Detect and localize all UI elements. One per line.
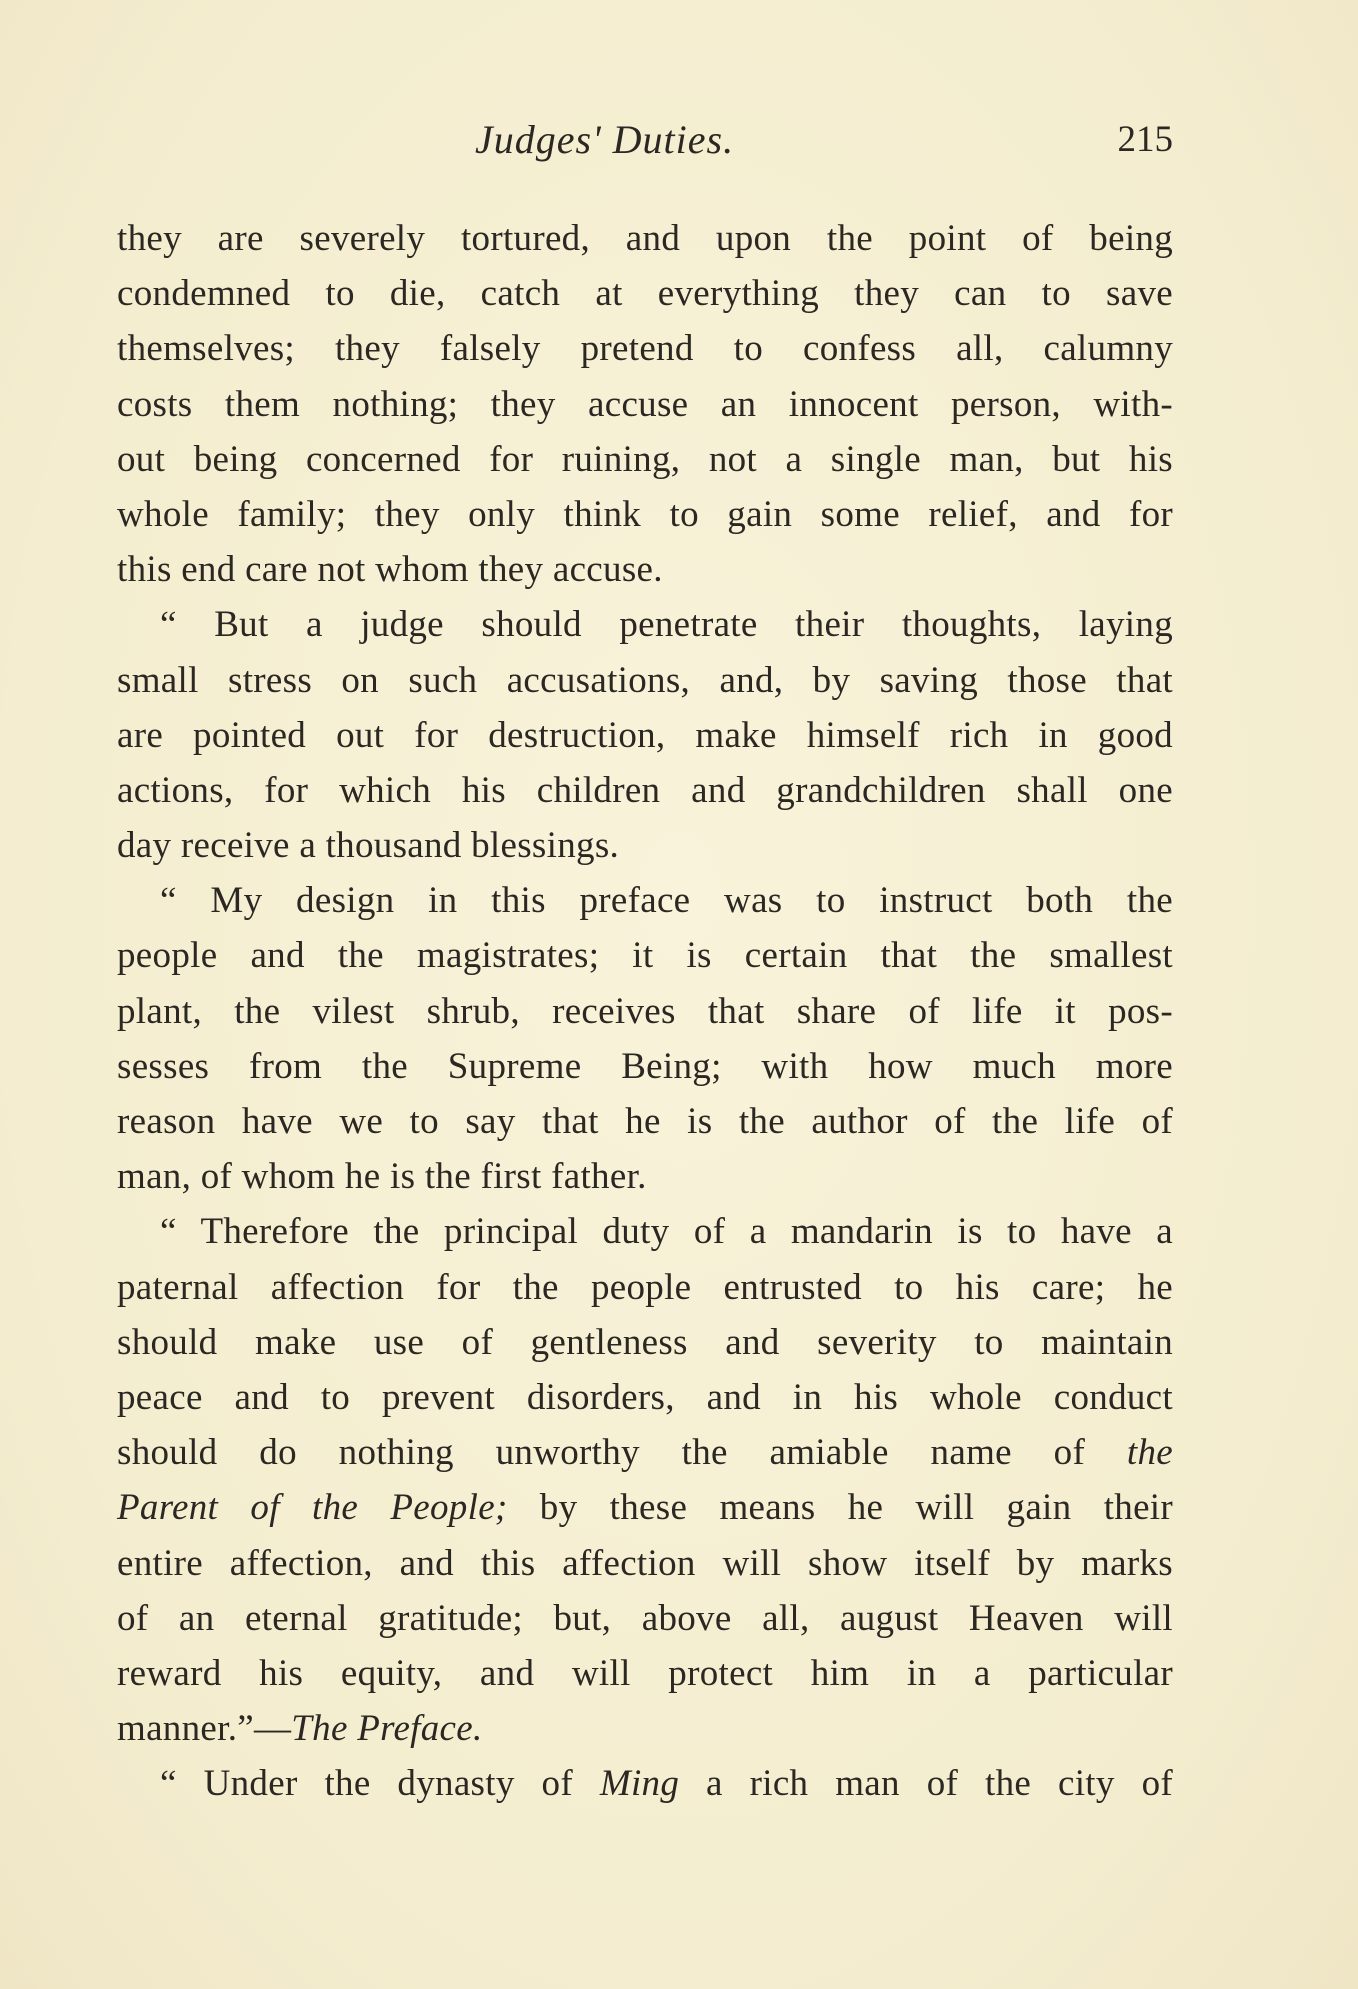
text-segment: man, of whom he is the first father. [117,1156,647,1198]
text-line [117,1370,1173,1425]
body-text [117,211,1173,1811]
running-head [117,112,1173,168]
text-segment: by these means he will gain their [507,1487,1173,1529]
text-line [117,321,1173,376]
text-line [117,211,1173,266]
text-line [117,1701,1173,1756]
text-line [117,1480,1173,1535]
text-line [117,818,1173,873]
text-segment: condemned to die, catch at everything they can to save [117,273,1173,315]
text-segment: themselves; they falsely pretend to confess all, calumny [117,328,1173,370]
text-line [117,1039,1173,1094]
text-segment: “ But a judge should penetrate their thoughts, laying [160,604,1173,646]
text-segment: paternal affection for the people entrusted to his care; he [117,1266,1173,1308]
text-segment: “ My design in this preface was to instruct both the [160,880,1173,922]
text-line [117,1646,1173,1701]
text-segment: are pointed out for destruction, make himself rich in good [117,714,1173,756]
italic-text: Parent of the People; [117,1487,508,1529]
text-line [117,1315,1173,1370]
text-segment: a rich man of the city of [679,1763,1173,1805]
text-line [117,984,1173,1039]
text-segment: out being concerned for ruining, not a single man, but his [117,438,1173,480]
text-line [117,708,1173,763]
text-line [117,266,1173,321]
text-segment: actions, for which his children and grandchildren shall one [117,769,1173,811]
italic-text: Ming [599,1763,680,1805]
text-segment: plant, the vilest shrub, receives that share of life it pos- [117,990,1173,1032]
text-segment: costs them nothing; they accuse an innocent person, with- [117,383,1173,425]
text-line [117,763,1173,818]
text-segment: manner.”— [117,1708,292,1750]
text-line [117,487,1173,542]
text-line [117,1094,1173,1149]
text-segment: “ Under the dynasty of [160,1763,600,1805]
text-line [117,597,1173,652]
text-line [117,377,1173,432]
text-line [117,432,1173,487]
text-segment: should do nothing unworthy the amiable name of [117,1432,1127,1474]
text-line [117,1204,1173,1259]
text-line [117,1536,1173,1591]
text-segment: they are severely tortured, and upon the point of being [117,218,1173,259]
italic-text: The Preface. [291,1708,483,1750]
text-line [117,1591,1173,1646]
running-head-title: Judges' Duties. [475,117,735,162]
page-number: 215 [1117,119,1173,160]
text-segment: sesses from the Supreme Being; with how much more [117,1045,1173,1087]
text-line [117,1756,1173,1811]
text-line [117,653,1173,708]
text-segment: day receive a thousand blessings. [117,825,620,867]
text-segment: reason have we to say that he is the author of the life of [117,1101,1173,1142]
text-segment: of an eternal gratitude; but, above all, august Heaven will [117,1597,1173,1639]
italic-text: the [1126,1432,1173,1474]
text-segment: should make use of gentleness and severity to maintain [117,1321,1173,1363]
text-segment: peace and to prevent disorders, and in his whole conduct [117,1376,1173,1418]
text-segment: entire affection, and this affection will show itself by marks [117,1542,1173,1584]
text-line [117,1149,1173,1204]
text-segment: people and the magistrates; it is certain that the smallest [117,935,1173,977]
text-line [117,873,1173,928]
text-segment: this end care not whom they accuse. [117,549,663,591]
text-line [117,1425,1173,1480]
text-segment: whole family; they only think to gain some relief, and for [117,493,1173,535]
text-line [117,928,1173,983]
text-segment: “ Therefore the principal duty of a mandarin is to have a [160,1211,1173,1253]
text-segment: reward his equity, and will protect him in a particular [117,1652,1173,1694]
text-line [117,542,1173,597]
text-segment: small stress on such accusations, and, by saving those that [117,659,1173,701]
text-line [117,1260,1173,1315]
